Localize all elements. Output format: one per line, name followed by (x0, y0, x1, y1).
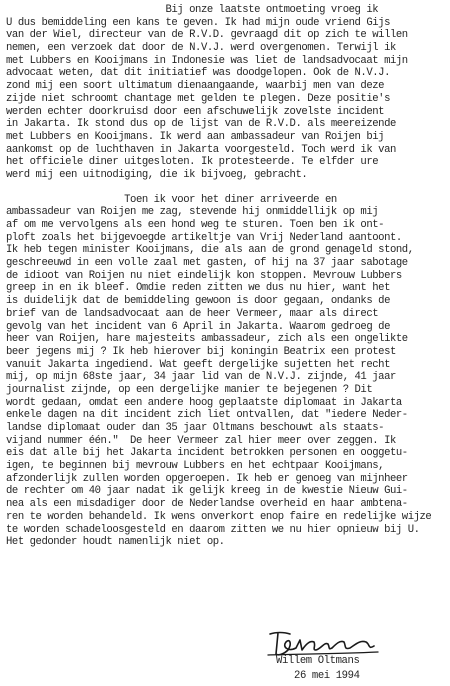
letter-line: van der Wiel, directeur van de R.V.D. gevraagd dit op zich te willen (6, 29, 408, 42)
letter-line: te worden schadeloosgesteld en daarom zitten we nu hier opnieuw bij U. (6, 523, 420, 536)
letter-line: met Lubbers en Kooijmans. Ik werd aan ambassadeur van Roijen bij (6, 130, 385, 143)
letter-line: afzonderlijk zullen worden opgeroepen. Ik heb er genoeg van mijnheer (6, 472, 408, 485)
letter-line: mij, op mijn 68ste jaar, 34 jaar lid van de N.V.J. zijnde, 41 jaar (6, 371, 396, 384)
letter-date: 26 mei 1994 (294, 670, 360, 682)
letter-line: wordt gedaan, omdat een andere hoog geplaatste diplomaat in Jakarta (6, 396, 402, 409)
letter-line: eis dat alle bij het Jakarta incident betrokken personen en ooggetu- (6, 447, 408, 460)
letter-line: de idioot van Roijen nu niet eindelijk kon stoppen. Mevrouw Lubbers (6, 269, 402, 282)
letter-line: nea als een misdadiger door de Nederlandse overheid en haar ambtena- (6, 498, 408, 511)
paragraph-gap (6, 182, 446, 194)
letter-line: zijde niet schroomt chantage met gelden te plegen. Deze positie's (6, 92, 390, 105)
letter-line: U dus bemiddeling een kans te geven. Ik had mijn oude vriend Gijs (6, 16, 390, 29)
signatory-name: Willem Oltmans (276, 655, 360, 667)
letter-line: Bij onze laatste ontmoeting vroeg ik (6, 4, 379, 16)
letter-line: werden echter doorkruisd door een afschuwelijk zovelste incident (6, 105, 385, 118)
letter-line: enkele dagen na dit incident zich liet ontvallen, dat "iedere Neder- (6, 409, 408, 422)
handwritten-signature (266, 630, 384, 658)
paragraph-1 (6, 4, 446, 182)
paragraph-2 (6, 194, 446, 549)
letter-line: nemen, een verzoek dat door de N.V.J. werd overgenomen. Terwijl ik (6, 42, 396, 55)
letter-line: is duidelijk dat de bemiddeling gewoon is door gegaan, ondanks de (6, 295, 390, 308)
letter-line: aankomst op de luchthaven in Jakarta voorgesteld. Toch werd ik van (6, 143, 396, 156)
letter-line: ren te worden behandeld. Ik wens onverkort enop faire en redelijke wijze (6, 510, 432, 523)
letter-line: in Jakarta. Ik stond dus op de lijst van de R.V.D. als meereizende (6, 118, 396, 131)
letter-line: vanuit Jakarta ingediend. Wat geeft dergelijke sujetten het recht (6, 358, 390, 371)
letter-line: af om me vervolgens als een hond weg te sturen. Toen ben ik ont- (6, 219, 385, 231)
letter-line: werd mij een uitnodiging, die ik bijvoeg, gebracht. (6, 168, 308, 181)
letter-line: ambassadeur van Roijen me zag, stevende hij onmiddellijk op mij (6, 206, 379, 219)
letter-line: de rechter om 40 jaar nadat ik gelijk kreeg in de kwestie Nieuw Gui- (6, 485, 408, 498)
letter-line: greep in en ik bleef. Omdie reden zitten we dus nu hier, want het (6, 282, 390, 295)
letter-line: beer jegens mij ? Ik heb hierover bij koningin Beatrix een protest (6, 345, 396, 358)
letter-line: advocaat weten, dat dit initiatief was doodgelopen. Ook de N.V.J. (6, 67, 390, 80)
letter-line: journalist zijnde, op een dergelijke manier te bejegenen ? Dit (6, 383, 373, 396)
letter-line: Het gedonder houdt namenlijk niet op. (6, 536, 225, 549)
letter-line: zond mij een soort ultimatum dienaangaande, waarbij men van deze (6, 80, 385, 93)
letter-line: Toen ik voor het diner arriveerde en (6, 193, 337, 206)
letter-line: geschreeuwd in een volle zaal met gasten, of hij na 37 jaar sabotage (6, 257, 408, 270)
letter-line: heer van Roijen, hare majesteits ambassadeur, zich als een ongelikte (6, 333, 408, 346)
letter-line: het officiele diner uitgesloten. Ik protesteerde. Te elfder ure (6, 156, 379, 169)
letter-line: vijand nummer één." De heer Vermeer zal hier meer over zeggen. Ik (6, 434, 396, 447)
letter-line: met Lubbers en Kooijmans in Indonesie was liet de landsadvocaat mijn (6, 54, 408, 67)
letter-body (6, 4, 446, 549)
letter-line: gevolg van het incident van 6 April in Jakarta. Waarom gedroeg de (6, 320, 390, 333)
letter-line: brief van de landsadvocaat aan de heer Vermeer, maar als direct (6, 307, 379, 320)
letter-line: ploft zoals het bijgevoegde artikeltje van Vrij Nederland aantoont. (6, 231, 402, 244)
letter-line: igen, te beginnen bij mevrouw Lubbers en het echtpaar Kooijmans, (6, 460, 385, 473)
letter-line: Ik heb tegen minister Kooijmans, die als aan de grond genageld stond, (6, 244, 414, 257)
letter-line: landse diplomaat ouder dan 35 jaar Oltmans beschouwt als staats- (6, 422, 385, 434)
